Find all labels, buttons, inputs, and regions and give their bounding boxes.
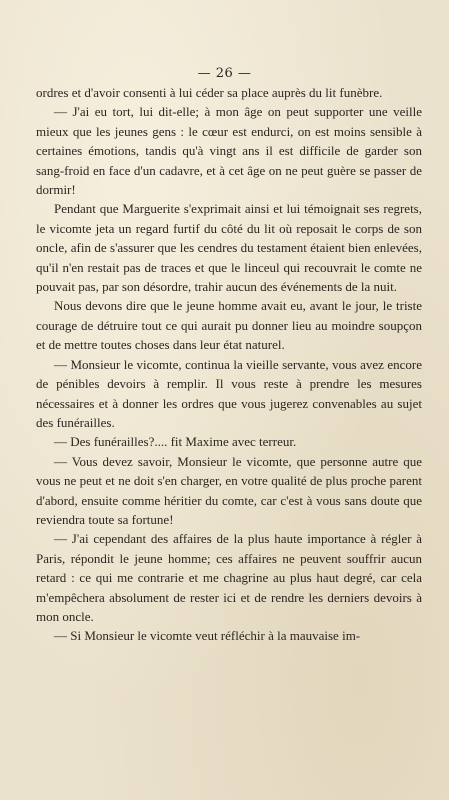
paragraph-8: — J'ai cependant des affaires de la plus haute importance à régler à Paris, répondit le jeune homme; ces affaires ne peuvent souffrir aucun retard : ce qui me contrarie et me chagrine au plus haut degré, car cela m'empêchera absolument de rester ici et de rendre les derniers devoirs à mon oncle.: [36, 531, 422, 624]
page-text: [36, 83, 422, 646]
paragraph-2: — J'ai eu tort, lui dit-elle; à mon âge on peut supporter une veille mieux que les jeunes gens : le cœur est endurci, on est moins sensible à certaines émotions, tandis qu'à vingt ans il est difficile de garder son sang-froid en face d'un cadavre, et à cet âge on ne peut guère se passer de dormir!: [36, 104, 422, 198]
paragraph-5: — Monsieur le vicomte, continua la vieille servante, vous avez encore de pénibles devoirs à remplir. Il vous reste à prendre les mesures nécessaires et à donner les ordres que vous jugerez convenables au sujet des funérailles.: [36, 356, 422, 430]
paragraph-4: Nous devons dire que le jeune homme avait eu, avant le jour, le triste courage de détruire tout ce qui aurait pu donner lieu au moindre soupçon et de mettre toutes choses dans leur état naturel.: [36, 298, 422, 353]
paragraph-1: ordres et d'avoir consenti à lui céder sa place auprès du lit funèbre.: [36, 85, 383, 100]
paragraph-6: — Des funérailles?.... fit Maxime avec terreur.: [54, 434, 297, 450]
paragraph-9: — Si Monsieur le vicomte veut réfléchir à la mauvaise im-: [54, 628, 361, 644]
paragraph-7: — Vous devez savoir, Monsieur le vicomte, que personne autre que vous ne peut et ne doit s'en charger, en votre qualité de plus proche parent d'abord, ensuite comme héritier du comte, car c'est à vous sans doute que reviendra toute sa fortune!: [36, 453, 422, 527]
paragraph-3: Pendant que Marguerite s'exprimait ainsi et lui témoignait ses regrets, le vicomte jeta un regard furtif du côté du lit où reposait le corps de son oncle, afin de s'assurer que les cendres du testament étaient bien enlevées, qu'il n'en restait pas de traces et que le linceul qui recouvrait le comte ne pouvait pas, par son désordre, trahir aucun des événements de la nuit.: [36, 201, 422, 295]
page-number: — 26 —: [197, 66, 252, 81]
